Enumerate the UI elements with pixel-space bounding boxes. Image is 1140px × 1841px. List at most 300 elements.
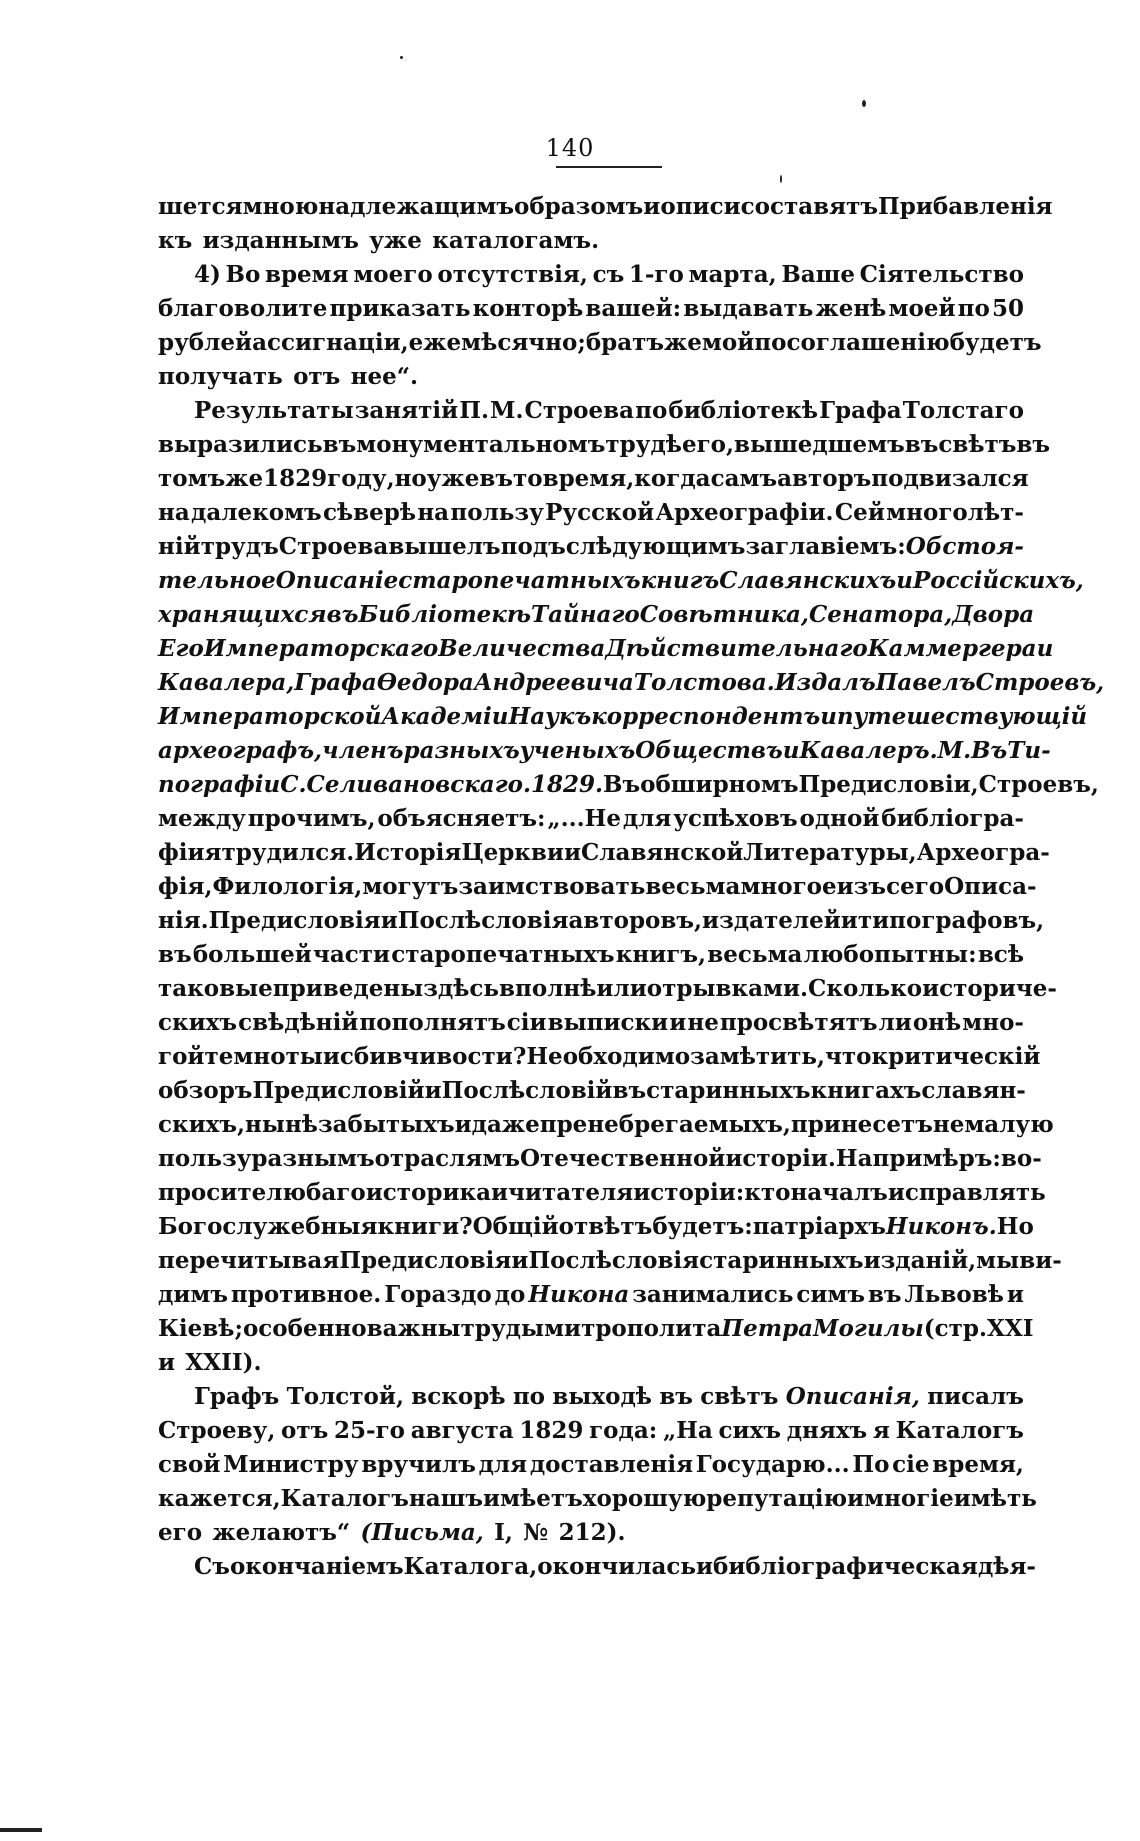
word: успѣховъ bbox=[673, 805, 798, 832]
text-line bbox=[158, 1550, 1036, 1584]
text-line bbox=[158, 1312, 1034, 1346]
word: 1829. bbox=[531, 771, 604, 798]
word: весьма bbox=[645, 873, 741, 900]
word: любаго bbox=[266, 1179, 366, 1206]
word: Могилы bbox=[813, 1315, 924, 1342]
word: Гораздо bbox=[384, 1281, 492, 1308]
word: Предисловіи, bbox=[798, 771, 979, 798]
word: подъ bbox=[500, 533, 566, 560]
word: выразились bbox=[158, 431, 323, 458]
word: я bbox=[872, 1417, 890, 1444]
body-text bbox=[158, 190, 1105, 1584]
word: дѣя- bbox=[977, 1553, 1036, 1580]
word: ви- bbox=[1019, 1247, 1062, 1274]
word: выписки bbox=[547, 1009, 669, 1036]
word: занятій bbox=[354, 397, 459, 424]
word: археографъ, bbox=[158, 737, 323, 764]
word: разныхъ bbox=[403, 737, 520, 764]
word: Послѣсловія bbox=[397, 907, 569, 934]
word: пренебрегаемыхъ, bbox=[539, 1111, 791, 1138]
word: корреспондентъ bbox=[591, 703, 821, 730]
word: Славянской bbox=[581, 839, 744, 866]
word: женѣ bbox=[815, 295, 887, 322]
word: I, bbox=[494, 1519, 513, 1546]
text-line bbox=[158, 1346, 1024, 1380]
word: уже bbox=[426, 465, 480, 492]
word: приведены bbox=[272, 975, 424, 1002]
word: по bbox=[635, 397, 668, 424]
word: 4) bbox=[194, 261, 221, 288]
word: библіографическая bbox=[713, 1553, 978, 1580]
word: членъ bbox=[322, 737, 404, 764]
word: отраслямъ bbox=[374, 1145, 521, 1172]
word: время, bbox=[542, 465, 635, 492]
text-line bbox=[158, 700, 1088, 734]
word: Строевъ, bbox=[978, 771, 1099, 798]
word: шется bbox=[158, 193, 243, 220]
text-line bbox=[158, 1040, 1041, 1074]
word: Необходимо bbox=[526, 1043, 691, 1070]
word: даже bbox=[471, 1111, 540, 1138]
word: пользу bbox=[158, 1145, 252, 1172]
word: труды bbox=[460, 1315, 545, 1342]
text-line bbox=[158, 836, 1050, 870]
word: сіе bbox=[892, 1451, 930, 1478]
word: старопечатныхъ bbox=[391, 941, 615, 968]
text-line bbox=[158, 1516, 1024, 1550]
text-line bbox=[158, 1244, 1062, 1278]
word: Величества bbox=[438, 635, 606, 662]
word: Литературы, bbox=[743, 839, 917, 866]
word: скихъ bbox=[158, 1009, 238, 1036]
word: фія, bbox=[158, 873, 213, 900]
word: и bbox=[847, 1485, 865, 1512]
text-line bbox=[158, 428, 1051, 462]
word: Его bbox=[158, 635, 204, 662]
word: просите bbox=[158, 1179, 267, 1206]
word: пополнятъ bbox=[359, 1009, 506, 1036]
word: Строевъ, bbox=[975, 669, 1105, 696]
scan-speck bbox=[862, 100, 866, 107]
text-line bbox=[158, 360, 1024, 394]
word: началъ bbox=[790, 1179, 888, 1206]
word: будетъ: bbox=[652, 1213, 753, 1240]
word: въ bbox=[904, 431, 939, 458]
word: его bbox=[158, 1519, 203, 1546]
word: читателя bbox=[508, 1179, 634, 1206]
word: по bbox=[957, 295, 990, 322]
word: сихъ bbox=[718, 1417, 781, 1444]
word: обзоръ bbox=[158, 1077, 253, 1104]
word: сего bbox=[886, 873, 945, 900]
text-line bbox=[158, 530, 1024, 564]
word: 25-го bbox=[334, 1417, 406, 1444]
page-number-rule bbox=[556, 166, 662, 168]
word: старопечатныхъ bbox=[398, 567, 641, 594]
word: нія. bbox=[158, 907, 209, 934]
word: Результаты bbox=[194, 397, 354, 424]
word: сѣверѣ bbox=[323, 499, 417, 526]
word: отсутствія, bbox=[437, 261, 588, 288]
word: мы bbox=[976, 1247, 1020, 1274]
word: скихъ, bbox=[158, 1111, 246, 1138]
word: М. bbox=[937, 737, 972, 764]
word: важны bbox=[366, 1315, 461, 1342]
word: ежемѣсячно; bbox=[408, 329, 586, 356]
word: будетъ bbox=[949, 329, 1042, 356]
word: и bbox=[322, 1043, 340, 1070]
word: окончилась bbox=[537, 1553, 696, 1580]
text-line bbox=[158, 394, 1024, 428]
word: Тайнаго bbox=[531, 601, 640, 628]
word: Графа bbox=[819, 397, 902, 424]
word: изъ bbox=[836, 873, 887, 900]
word: и bbox=[491, 1179, 509, 1206]
word: библіотекѣ bbox=[668, 397, 819, 424]
word: большей bbox=[192, 941, 312, 968]
word: мно- bbox=[962, 1009, 1024, 1036]
word: Общій bbox=[472, 1213, 559, 1240]
word: мой bbox=[701, 329, 755, 356]
word: свѣтъ bbox=[938, 431, 1017, 458]
word: Ваше bbox=[781, 261, 856, 288]
word: составятъ bbox=[740, 193, 879, 220]
word: многое bbox=[740, 873, 837, 900]
word: Обстоя- bbox=[905, 533, 1024, 560]
word: ній bbox=[158, 533, 201, 560]
word: репутацію bbox=[706, 1485, 848, 1512]
word: отъ bbox=[281, 1417, 329, 1444]
word: многолѣт- bbox=[886, 499, 1024, 526]
word: образомъ bbox=[513, 193, 644, 220]
word: и bbox=[1036, 635, 1054, 662]
word: Дѣйствительнаго bbox=[605, 635, 868, 662]
word: въ bbox=[158, 941, 192, 968]
word: но bbox=[394, 465, 427, 492]
word: замѣтить, bbox=[690, 1043, 826, 1070]
word: Библіотекѣ bbox=[358, 601, 532, 628]
word: окончаніемъ bbox=[229, 1553, 404, 1580]
word: занимались bbox=[632, 1281, 794, 1308]
text-line bbox=[158, 1006, 1024, 1040]
word: году, bbox=[327, 465, 395, 492]
word: Археографіи. bbox=[655, 499, 834, 526]
word: по bbox=[512, 1383, 546, 1410]
word: Строева bbox=[524, 397, 635, 424]
text-line bbox=[158, 564, 1084, 598]
word: трудился. bbox=[221, 839, 355, 866]
word: нашъ bbox=[408, 1485, 484, 1512]
word: Каталогъ bbox=[895, 1417, 1024, 1444]
word: въ bbox=[326, 601, 359, 628]
word: въ bbox=[479, 465, 513, 492]
word: сіи bbox=[506, 1009, 547, 1036]
word: П. bbox=[459, 397, 489, 424]
word: Обществъ bbox=[635, 737, 783, 764]
word: хранящихся bbox=[158, 601, 327, 628]
word: вышедшемъ bbox=[734, 431, 905, 458]
word: 1829 bbox=[519, 1417, 584, 1444]
word: По bbox=[852, 1451, 890, 1478]
text-line bbox=[158, 292, 1024, 326]
word: Описа- bbox=[944, 873, 1037, 900]
word: разнымъ bbox=[251, 1145, 375, 1172]
word: XXII). bbox=[185, 1349, 262, 1376]
word: Сей bbox=[834, 499, 885, 526]
word: книгахъ bbox=[810, 1077, 922, 1104]
word: прочимъ, bbox=[247, 805, 376, 832]
word: и bbox=[424, 1077, 442, 1104]
word: между bbox=[158, 805, 246, 832]
word: весьма bbox=[707, 941, 803, 968]
word: С. bbox=[280, 771, 307, 798]
word: Толстаго bbox=[902, 397, 1024, 424]
word: свѣдѣній bbox=[238, 1009, 359, 1036]
word: къ bbox=[158, 227, 193, 254]
word: выдавать bbox=[683, 295, 814, 322]
word: Академіи bbox=[381, 703, 509, 730]
word: во- bbox=[1000, 1145, 1042, 1172]
word: самъ bbox=[710, 465, 778, 492]
word: отъ bbox=[293, 363, 341, 390]
word: не bbox=[687, 1009, 719, 1036]
word: и bbox=[669, 1009, 687, 1036]
word: Издалъ bbox=[774, 669, 876, 696]
text-line bbox=[158, 972, 1057, 1006]
word: и bbox=[511, 1247, 529, 1274]
word: 212). bbox=[558, 1519, 626, 1546]
word: выходѣ bbox=[552, 1383, 652, 1410]
word: Съ bbox=[194, 1553, 230, 1580]
word: Церкви bbox=[461, 839, 564, 866]
word: Кіевѣ; bbox=[158, 1315, 243, 1342]
word: августа bbox=[410, 1417, 514, 1444]
word: одной bbox=[799, 805, 880, 832]
word: подвизался bbox=[871, 465, 1029, 492]
word: малую bbox=[964, 1111, 1054, 1138]
text-line bbox=[158, 1108, 1054, 1142]
word: Каммергера bbox=[867, 635, 1037, 662]
word: 50 bbox=[991, 295, 1024, 322]
word: здѣсь bbox=[423, 975, 500, 1002]
word: доставленія bbox=[529, 1451, 694, 1478]
word: и bbox=[158, 1349, 176, 1376]
text-line bbox=[158, 1142, 1042, 1176]
word: не bbox=[932, 1111, 965, 1138]
text-line bbox=[158, 1210, 1034, 1244]
word: пографіи bbox=[158, 771, 281, 798]
text-line bbox=[158, 258, 1024, 292]
word: (стр. bbox=[923, 1315, 988, 1342]
word: хорошую bbox=[582, 1485, 707, 1512]
word: Описанія, bbox=[785, 1383, 920, 1410]
word: Львовѣ bbox=[904, 1281, 1004, 1308]
word: Сіятельство bbox=[859, 261, 1024, 288]
word: же bbox=[225, 465, 264, 492]
word: заимствовать bbox=[458, 873, 646, 900]
word: для bbox=[622, 805, 672, 832]
word: моей bbox=[888, 295, 956, 322]
word: Каталогъ bbox=[280, 1485, 409, 1512]
word: 1829 bbox=[263, 465, 328, 492]
word: и bbox=[782, 737, 800, 764]
word: „...Не bbox=[547, 805, 621, 832]
word: рублей bbox=[158, 329, 253, 356]
word: съ bbox=[592, 261, 625, 288]
word: Исторія bbox=[354, 839, 462, 866]
text-line bbox=[158, 1448, 1024, 1482]
word: Государю... bbox=[695, 1451, 850, 1478]
word: исторіи. bbox=[725, 1145, 836, 1172]
word: историче- bbox=[922, 975, 1057, 1002]
word: Напримѣръ: bbox=[835, 1145, 1001, 1172]
word: таковые bbox=[158, 975, 273, 1002]
word: описи bbox=[660, 193, 741, 220]
word: Предисловія bbox=[208, 907, 381, 934]
word: для bbox=[478, 1451, 528, 1478]
word: Совѣтника, bbox=[639, 601, 809, 628]
word: уже bbox=[369, 227, 422, 254]
text-line bbox=[158, 938, 1024, 972]
word: Россійскихъ, bbox=[912, 567, 1084, 594]
word: изданнымъ bbox=[202, 227, 359, 254]
word: № bbox=[523, 1519, 549, 1546]
text-line bbox=[158, 1176, 1046, 1210]
word: старинныхъ bbox=[646, 1077, 811, 1104]
word: Предисловія bbox=[339, 1247, 512, 1274]
word: Строеву, bbox=[158, 1417, 276, 1444]
word: въ bbox=[612, 1077, 647, 1104]
word: моего bbox=[353, 261, 433, 288]
word: или bbox=[596, 975, 647, 1002]
word: ученыхъ bbox=[519, 737, 636, 764]
word: кажется, bbox=[158, 1485, 281, 1512]
word: надлежащимъ bbox=[318, 193, 514, 220]
word: забытыхъ bbox=[317, 1111, 455, 1138]
word: я bbox=[204, 839, 222, 866]
word: и bbox=[380, 907, 398, 934]
word: Ѳедора bbox=[376, 669, 474, 696]
word: Во bbox=[225, 261, 261, 288]
word: перечитывая bbox=[158, 1247, 340, 1274]
word: трудъ bbox=[200, 533, 279, 560]
text-line bbox=[158, 224, 1024, 258]
word: на bbox=[158, 499, 190, 526]
word: въ bbox=[659, 1383, 693, 1410]
word: любопытны: bbox=[803, 941, 977, 968]
word: Предисловій bbox=[252, 1077, 425, 1104]
page-number: 140 bbox=[545, 134, 595, 162]
word: и bbox=[454, 1111, 472, 1138]
word: принесетъ bbox=[790, 1111, 933, 1138]
word: сбивчивости? bbox=[339, 1043, 527, 1070]
text-line bbox=[158, 1482, 1037, 1516]
word: (Письма, bbox=[360, 1519, 484, 1546]
word: Русской bbox=[545, 499, 655, 526]
word: вашей: bbox=[585, 295, 682, 322]
word: же bbox=[664, 329, 702, 356]
word: Кавалера, bbox=[158, 669, 295, 696]
word: отрывками. bbox=[646, 975, 809, 1002]
scan-speck bbox=[780, 175, 782, 183]
word: Сенатора, bbox=[808, 601, 953, 628]
word: монументальномъ bbox=[356, 431, 606, 458]
word: XXI bbox=[987, 1315, 1034, 1342]
word: марта, bbox=[688, 261, 777, 288]
word: критическій bbox=[871, 1043, 1041, 1070]
word: Филологія, bbox=[212, 873, 363, 900]
word: тельное bbox=[158, 567, 276, 594]
word: приказать bbox=[329, 295, 471, 322]
word: и bbox=[840, 907, 858, 934]
word: особенно bbox=[242, 1315, 367, 1342]
word: Графъ bbox=[194, 1383, 280, 1410]
word: имѣть bbox=[953, 1485, 1037, 1512]
text-line bbox=[158, 632, 1054, 666]
word: Селивановскаго. bbox=[306, 771, 531, 798]
word: Министру bbox=[223, 1451, 359, 1478]
word: и bbox=[695, 1553, 714, 1580]
word: типографовъ, bbox=[857, 907, 1045, 934]
word: Богослужебныя bbox=[158, 1213, 378, 1240]
word: вручилъ bbox=[361, 1451, 476, 1478]
word: Но bbox=[996, 1213, 1034, 1240]
word: до bbox=[494, 1281, 526, 1308]
text-line bbox=[158, 190, 1053, 224]
word: заглавіемъ: bbox=[745, 533, 906, 560]
word: въ bbox=[322, 431, 357, 458]
word: свѣтъ bbox=[700, 1383, 779, 1410]
word: Послѣсловія bbox=[528, 1247, 700, 1274]
word: Никонъ. bbox=[885, 1213, 997, 1240]
word: обширномъ bbox=[640, 771, 799, 798]
text-line bbox=[158, 1278, 1024, 1312]
text-line bbox=[158, 734, 1051, 768]
word: митрополита bbox=[544, 1315, 722, 1342]
word: и bbox=[896, 567, 913, 594]
word: каталогамъ. bbox=[432, 227, 600, 254]
word: его, bbox=[681, 431, 735, 458]
word: и bbox=[820, 703, 837, 730]
text-line bbox=[158, 802, 1024, 836]
word: Двора bbox=[952, 601, 1035, 628]
word: Андреевича bbox=[473, 669, 634, 696]
text-line bbox=[158, 326, 1042, 360]
word: патріархъ bbox=[752, 1213, 886, 1240]
word: что bbox=[825, 1043, 872, 1070]
word: свой bbox=[158, 1451, 221, 1478]
word: просвѣтятъ bbox=[719, 1009, 878, 1036]
word: ли bbox=[878, 1009, 912, 1036]
word: Толстова. bbox=[633, 669, 775, 696]
word: всѣ bbox=[977, 941, 1024, 968]
word: отвѣтъ bbox=[558, 1213, 653, 1240]
word: книгъ bbox=[640, 567, 720, 594]
word: и bbox=[643, 193, 661, 220]
word: вышелъ bbox=[388, 533, 501, 560]
word: томъ bbox=[158, 465, 226, 492]
word: димъ bbox=[158, 1281, 229, 1308]
word: славян- bbox=[921, 1077, 1026, 1104]
word: когда bbox=[634, 465, 711, 492]
word: далекомъ bbox=[191, 499, 322, 526]
word: историка bbox=[365, 1179, 492, 1206]
word: Ти- bbox=[1007, 737, 1051, 764]
text-line bbox=[158, 1414, 1024, 1448]
word: года: bbox=[589, 1417, 658, 1444]
word: авторъ bbox=[777, 465, 872, 492]
word: Императорскаго bbox=[203, 635, 439, 662]
